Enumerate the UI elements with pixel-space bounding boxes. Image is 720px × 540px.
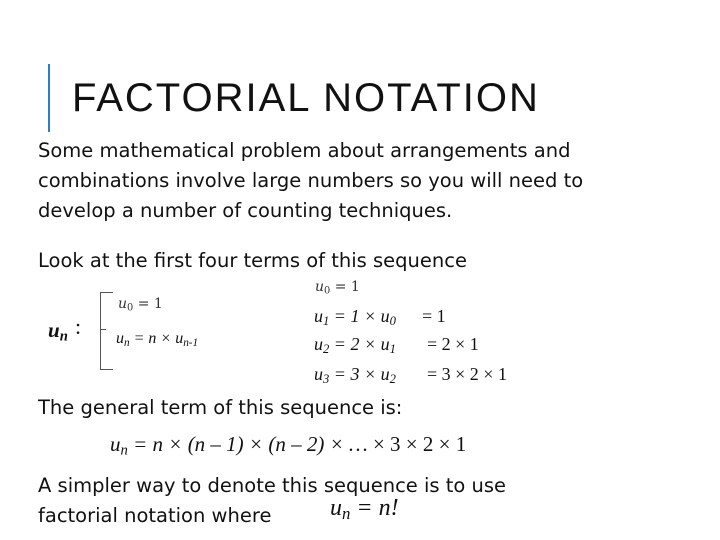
factorial-intro-line-1: A simpler way to denote this sequence is to use — [38, 474, 507, 497]
intro-line-2: combinations involve large numbers so you will need to — [38, 169, 584, 192]
general-term-intro: The general term of this sequence is: — [38, 396, 403, 419]
factorial-formula: $u_n = n$! — [330, 495, 399, 524]
definition-colon: : — [75, 314, 82, 339]
definition-brace — [100, 292, 113, 370]
factorial-intro-line-2: factorial notation where — [38, 504, 272, 527]
intro-line-1: Some mathematical problem about arrangements and — [38, 139, 571, 162]
term-u2: $u_2 = 2 \times u_1$ — [314, 334, 396, 357]
sequence-intro: Look at the first four terms of this sequence — [38, 249, 467, 272]
slide-title: FACTORIAL NOTATION — [72, 76, 540, 120]
term-u1-value: = 1 — [422, 306, 446, 326]
general-term-formula: $u_n = n \times (n - 1) \times (n - 2)$ × … × 3 × 2 × 1 — [110, 432, 467, 459]
term-u3-value: = 3 × 2 × 1 — [427, 364, 507, 384]
definition-lhs-symbol: u — [48, 318, 60, 342]
recurrence-relation: $u_n = n \times u_{n-1}$ — [116, 330, 199, 349]
definition-brace-tick — [100, 329, 106, 330]
term-u2-value: = 2 × 1 — [427, 334, 479, 354]
definition-lhs-subscript: n — [59, 328, 68, 345]
term-u1: $u_1 = 1 \times u_0$ — [314, 306, 396, 329]
base-case: $u_0 = 1$ — [118, 296, 163, 314]
definition-lhs — [48, 318, 68, 343]
title-accent-bar — [48, 64, 50, 132]
term-u3: $u_3 = 3 \times u_2$ — [314, 364, 396, 387]
intro-line-3: develop a number of counting techniques. — [38, 199, 453, 222]
term-u0: $u_0 = 1$ — [315, 279, 360, 297]
